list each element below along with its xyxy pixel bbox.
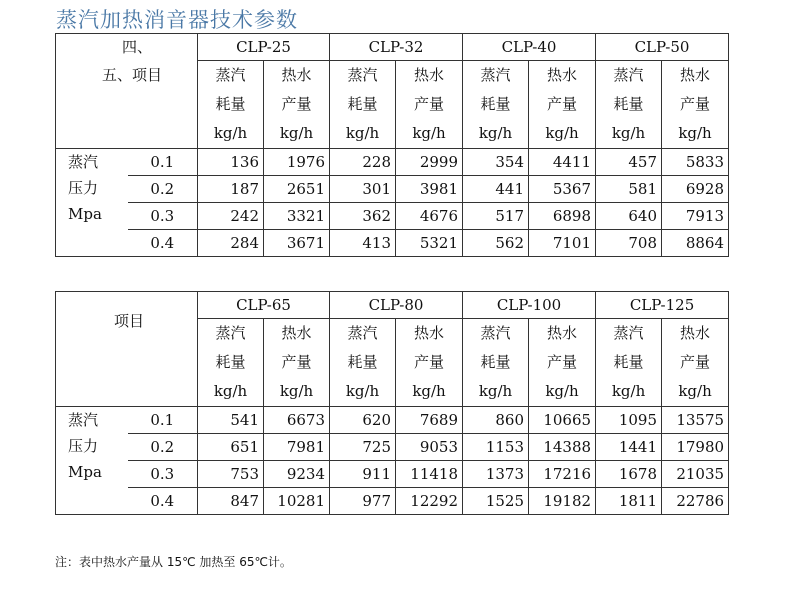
- header-line: kg/h: [678, 124, 712, 142]
- header-line: 热水: [547, 324, 578, 342]
- header-line: kg/h: [611, 382, 646, 400]
- table-cell: 10665: [529, 407, 596, 434]
- pressure-value: 0.3: [128, 461, 198, 488]
- table-cell: 413: [330, 230, 396, 257]
- table-cell: 1976: [264, 149, 330, 176]
- table-cell: 6928: [662, 176, 729, 203]
- steam-consumption-header: [198, 319, 264, 407]
- table-cell: 5833: [662, 149, 729, 176]
- corner-header: [56, 34, 198, 149]
- model-header: CLP-50: [596, 34, 729, 61]
- header-line: 耗量: [347, 353, 378, 371]
- table-row: [56, 461, 729, 488]
- spec-table-1: [55, 33, 729, 257]
- table-cell: 7913: [662, 203, 729, 230]
- header-line: kg/h: [213, 382, 248, 400]
- table-cell: 21035: [662, 461, 729, 488]
- header-line: 耗量: [480, 95, 511, 113]
- header-line: 热水: [680, 66, 711, 84]
- table-cell: 2999: [396, 149, 463, 176]
- header-line: 热水: [547, 66, 578, 84]
- model-header: CLP-25: [198, 34, 330, 61]
- table-cell: 228: [330, 149, 396, 176]
- model-header: CLP-40: [463, 34, 596, 61]
- table-cell: 4411: [529, 149, 596, 176]
- table-cell: 3671: [264, 230, 330, 257]
- table-cell: 6898: [529, 203, 596, 230]
- table-cell: 22786: [662, 488, 729, 515]
- table-cell: 7101: [529, 230, 596, 257]
- table-cell: 10281: [264, 488, 330, 515]
- header-line: 蒸汽: [613, 324, 644, 342]
- hot-water-output-header: [662, 319, 729, 407]
- table-cell: 708: [596, 230, 662, 257]
- header-line: kg/h: [478, 382, 513, 400]
- table-cell: 8864: [662, 230, 729, 257]
- header-line: 耗量: [613, 95, 644, 113]
- header-line: 蒸汽: [347, 324, 378, 342]
- header-line: kg/h: [478, 124, 513, 142]
- table-cell: 620: [330, 407, 396, 434]
- spec-table-2: [55, 291, 729, 515]
- page-title: 蒸汽加热消音器技术参数: [56, 8, 298, 32]
- parameter-label: [56, 149, 128, 257]
- header-line: 热水: [281, 324, 312, 342]
- table-cell: 541: [198, 407, 264, 434]
- table-cell: 12292: [396, 488, 463, 515]
- header-line: kg/h: [412, 124, 446, 142]
- header-line: 产量: [414, 353, 445, 371]
- header-line: 产量: [281, 95, 312, 113]
- header-line: kg/h: [345, 382, 380, 400]
- table-cell: 911: [330, 461, 396, 488]
- table-cell: 17980: [662, 434, 729, 461]
- table-cell: 187: [198, 176, 264, 203]
- header-line: 耗量: [480, 353, 511, 371]
- header-line: 热水: [281, 66, 312, 84]
- header-line: 产量: [680, 95, 711, 113]
- pressure-value: 0.3: [128, 203, 198, 230]
- header-line: kg/h: [279, 382, 314, 400]
- table-cell: 1153: [463, 434, 529, 461]
- table-cell: 581: [596, 176, 662, 203]
- table-row: [56, 230, 729, 257]
- hot-water-output-header: [396, 319, 463, 407]
- pressure-value: 0.4: [128, 230, 198, 257]
- table-row: [56, 488, 729, 515]
- table-cell: 14388: [529, 434, 596, 461]
- table-cell: 19182: [529, 488, 596, 515]
- corner-label: 项目: [114, 312, 145, 330]
- header-line: kg/h: [213, 124, 248, 142]
- table-cell: 284: [198, 230, 264, 257]
- pressure-value: 0.2: [128, 434, 198, 461]
- hot-water-output-header: [264, 319, 330, 407]
- table-cell: 362: [330, 203, 396, 230]
- header-line: 耗量: [215, 95, 246, 113]
- header-line: 热水: [414, 66, 445, 84]
- header-line: 蒸汽: [613, 66, 644, 84]
- param-line: 压力: [68, 437, 99, 455]
- header-line: 产量: [547, 95, 578, 113]
- table-cell: 13575: [662, 407, 729, 434]
- pressure-value: 0.1: [128, 407, 198, 434]
- table-cell: 9234: [264, 461, 330, 488]
- steam-consumption-header: [330, 61, 396, 149]
- header-line: 热水: [414, 324, 445, 342]
- header-line: 蒸汽: [215, 66, 246, 84]
- table-cell: 5367: [529, 176, 596, 203]
- table-cell: 242: [198, 203, 264, 230]
- table-cell: 517: [463, 203, 529, 230]
- header-line: kg/h: [279, 124, 314, 142]
- model-header: CLP-32: [330, 34, 463, 61]
- param-line: Mpa: [68, 463, 102, 481]
- header-line: 热水: [680, 324, 711, 342]
- corner-top-label: 四、: [122, 38, 153, 56]
- table-cell: 457: [596, 149, 662, 176]
- pressure-value: 0.1: [128, 149, 198, 176]
- table-cell: 753: [198, 461, 264, 488]
- header-line: 蒸汽: [480, 324, 511, 342]
- pressure-value: 0.4: [128, 488, 198, 515]
- hot-water-output-header: [529, 61, 596, 149]
- table-cell: 17216: [529, 461, 596, 488]
- table-cell: 354: [463, 149, 529, 176]
- header-line: 蒸汽: [215, 324, 246, 342]
- header-line: 耗量: [347, 95, 378, 113]
- param-line: 蒸汽: [68, 411, 99, 429]
- table-cell: 651: [198, 434, 264, 461]
- hot-water-output-header: [529, 319, 596, 407]
- table-cell: 3981: [396, 176, 463, 203]
- table-row: [56, 176, 729, 203]
- header-line: kg/h: [678, 382, 712, 400]
- steam-consumption-header: [596, 319, 662, 407]
- hot-water-output-header: [396, 61, 463, 149]
- hot-water-output-header: [264, 61, 330, 149]
- corner-header: [56, 292, 198, 407]
- header-line: 产量: [547, 353, 578, 371]
- table-cell: 1525: [463, 488, 529, 515]
- table-row: [56, 434, 729, 461]
- table-cell: 136: [198, 149, 264, 176]
- table-cell: 725: [330, 434, 396, 461]
- table-cell: 11418: [396, 461, 463, 488]
- parameter-label: [56, 407, 128, 515]
- table-cell: 640: [596, 203, 662, 230]
- table-cell: 1441: [596, 434, 662, 461]
- header-line: 产量: [414, 95, 445, 113]
- table-cell: 4676: [396, 203, 463, 230]
- param-line: 压力: [68, 179, 99, 197]
- header-line: 蒸汽: [480, 66, 511, 84]
- model-header: CLP-65: [198, 292, 330, 319]
- table-cell: 6673: [264, 407, 330, 434]
- model-header: CLP-80: [330, 292, 463, 319]
- table-cell: 1678: [596, 461, 662, 488]
- table-cell: 1373: [463, 461, 529, 488]
- table-cell: 9053: [396, 434, 463, 461]
- steam-consumption-header: [596, 61, 662, 149]
- table-cell: 977: [330, 488, 396, 515]
- model-header: CLP-100: [463, 292, 596, 319]
- table-cell: 3321: [264, 203, 330, 230]
- header-line: 产量: [281, 353, 312, 371]
- header-line: kg/h: [545, 124, 579, 142]
- header-line: 产量: [680, 353, 711, 371]
- footnote: 注：表中热水产量从 15℃ 加热至 65℃计。: [55, 555, 292, 569]
- param-line: 蒸汽: [68, 153, 99, 171]
- table-cell: 1811: [596, 488, 662, 515]
- corner-bottom-label: 五、项目: [102, 66, 163, 84]
- steam-consumption-header: [463, 319, 529, 407]
- table-cell: 301: [330, 176, 396, 203]
- table-cell: 860: [463, 407, 529, 434]
- table-cell: 847: [198, 488, 264, 515]
- param-line: Mpa: [68, 205, 102, 223]
- table-cell: 7689: [396, 407, 463, 434]
- header-line: kg/h: [545, 382, 579, 400]
- table-cell: 5321: [396, 230, 463, 257]
- table-cell: 7981: [264, 434, 330, 461]
- steam-consumption-header: [330, 319, 396, 407]
- table-cell: 441: [463, 176, 529, 203]
- table-row: [56, 407, 729, 434]
- model-header: CLP-125: [596, 292, 729, 319]
- table-row: [56, 149, 729, 176]
- header-line: kg/h: [345, 124, 380, 142]
- steam-consumption-header: [198, 61, 264, 149]
- header-line: kg/h: [412, 382, 446, 400]
- header-line: 蒸汽: [347, 66, 378, 84]
- pressure-value: 0.2: [128, 176, 198, 203]
- table-cell: 2651: [264, 176, 330, 203]
- table-cell: 562: [463, 230, 529, 257]
- header-line: 耗量: [215, 353, 246, 371]
- header-line: 耗量: [613, 353, 644, 371]
- header-line: kg/h: [611, 124, 646, 142]
- table-row: [56, 203, 729, 230]
- steam-consumption-header: [463, 61, 529, 149]
- hot-water-output-header: [662, 61, 729, 149]
- table-cell: 1095: [596, 407, 662, 434]
